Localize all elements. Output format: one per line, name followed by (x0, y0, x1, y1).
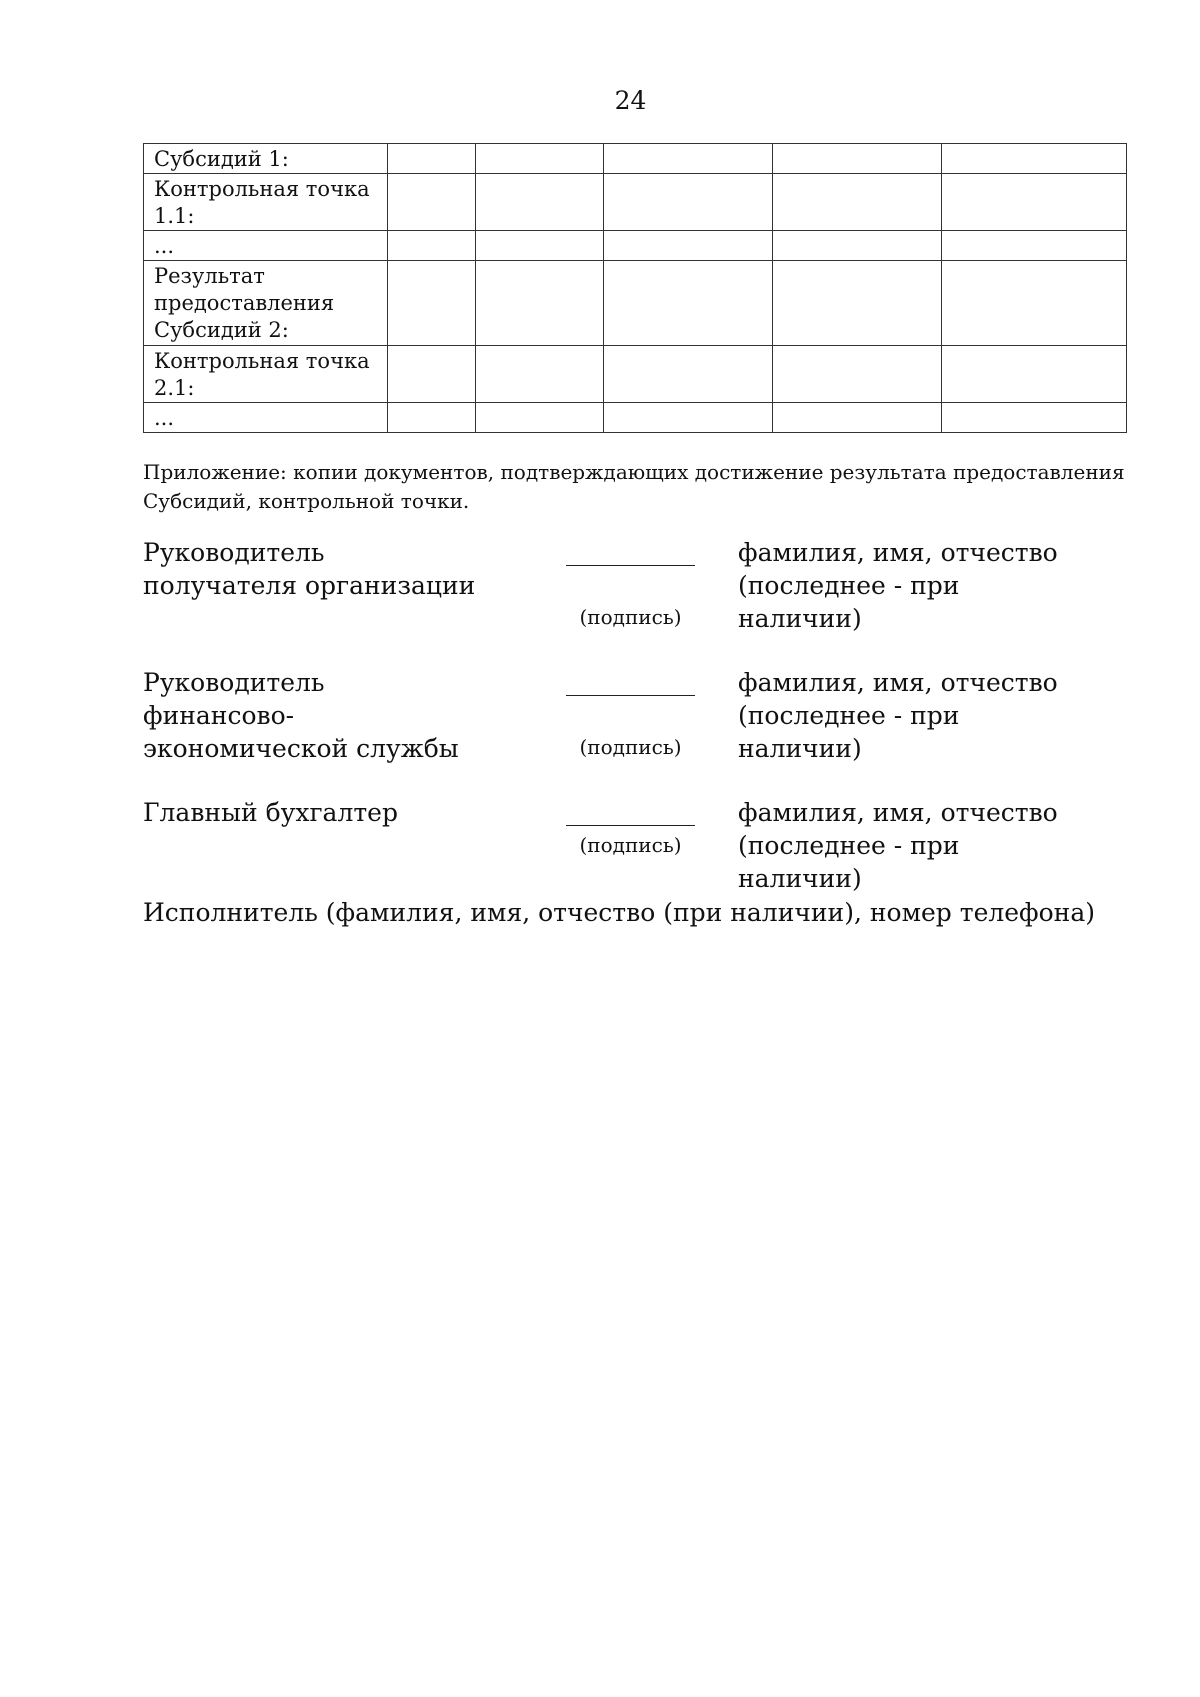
results-table (143, 143, 1127, 433)
table-cell (942, 403, 1127, 433)
table-cell (388, 261, 476, 346)
table-row (144, 346, 1127, 403)
table-cell (476, 231, 604, 261)
signature-name-placeholder: фамилия, имя, отчество (последнее - при наличии) (738, 538, 1058, 633)
signature-caption: (подпись) (579, 833, 682, 857)
signature-title-recipient-head: Руководитель получателя организации (143, 538, 476, 600)
table-cell (388, 231, 476, 261)
table-cell (388, 346, 476, 403)
table-cell (773, 403, 942, 433)
signature-caption: (подпись) (579, 605, 682, 629)
signature-title-chief-accountant: Главный бухгалтер (143, 798, 398, 827)
table-cell-label: ... (144, 403, 388, 433)
signature-name-placeholder: фамилия, имя, отчество (последнее - при наличии) (738, 668, 1058, 763)
table-cell (476, 144, 604, 174)
signature-line (566, 825, 695, 826)
executor-line: Исполнитель (фамилия, имя, отчество (при наличии), номер телефона) (143, 898, 1096, 927)
table-cell (942, 231, 1127, 261)
page-number: 24 (614, 86, 647, 115)
table-cell-label: Результат предоставления Субсидий 2: (144, 261, 388, 346)
table-cell (773, 346, 942, 403)
table-cell (388, 403, 476, 433)
table-cell (604, 174, 773, 231)
signature-line (566, 565, 695, 566)
table-cell-label: Контрольная точка 1.1: (144, 174, 388, 231)
table-cell (388, 144, 476, 174)
table-cell (604, 231, 773, 261)
table-row (144, 144, 1127, 174)
table-cell-label: Контрольная точка 2.1: (144, 346, 388, 403)
table-cell (604, 346, 773, 403)
table-row (144, 174, 1127, 231)
table-cell-label: ... (144, 231, 388, 261)
table-cell (942, 174, 1127, 231)
table-row (144, 261, 1127, 346)
table-cell (388, 174, 476, 231)
table-cell (476, 261, 604, 346)
table-cell (476, 346, 604, 403)
table-cell (773, 231, 942, 261)
table-cell (942, 261, 1127, 346)
table-cell (773, 174, 942, 231)
table-cell (773, 261, 942, 346)
table-cell (476, 403, 604, 433)
table-cell (604, 144, 773, 174)
table-cell (476, 174, 604, 231)
table-cell (942, 144, 1127, 174)
table-row (144, 403, 1127, 433)
signature-title-finance-head: Руководитель финансово-экономической службы (143, 668, 459, 763)
signature-name-placeholder: фамилия, имя, отчество (последнее - при наличии) (738, 798, 1058, 893)
signature-caption: (подпись) (579, 735, 682, 759)
appendix-note: Приложение: копии документов, подтверждающих достижение результата предоставления Субсидий, контрольной точки. (143, 460, 1125, 513)
table-cell (773, 144, 942, 174)
table-cell-label: Субсидий 1: (144, 144, 388, 174)
table-cell (942, 346, 1127, 403)
signature-line (566, 695, 695, 696)
table-row (144, 231, 1127, 261)
table-cell (604, 261, 773, 346)
table-cell (604, 403, 773, 433)
